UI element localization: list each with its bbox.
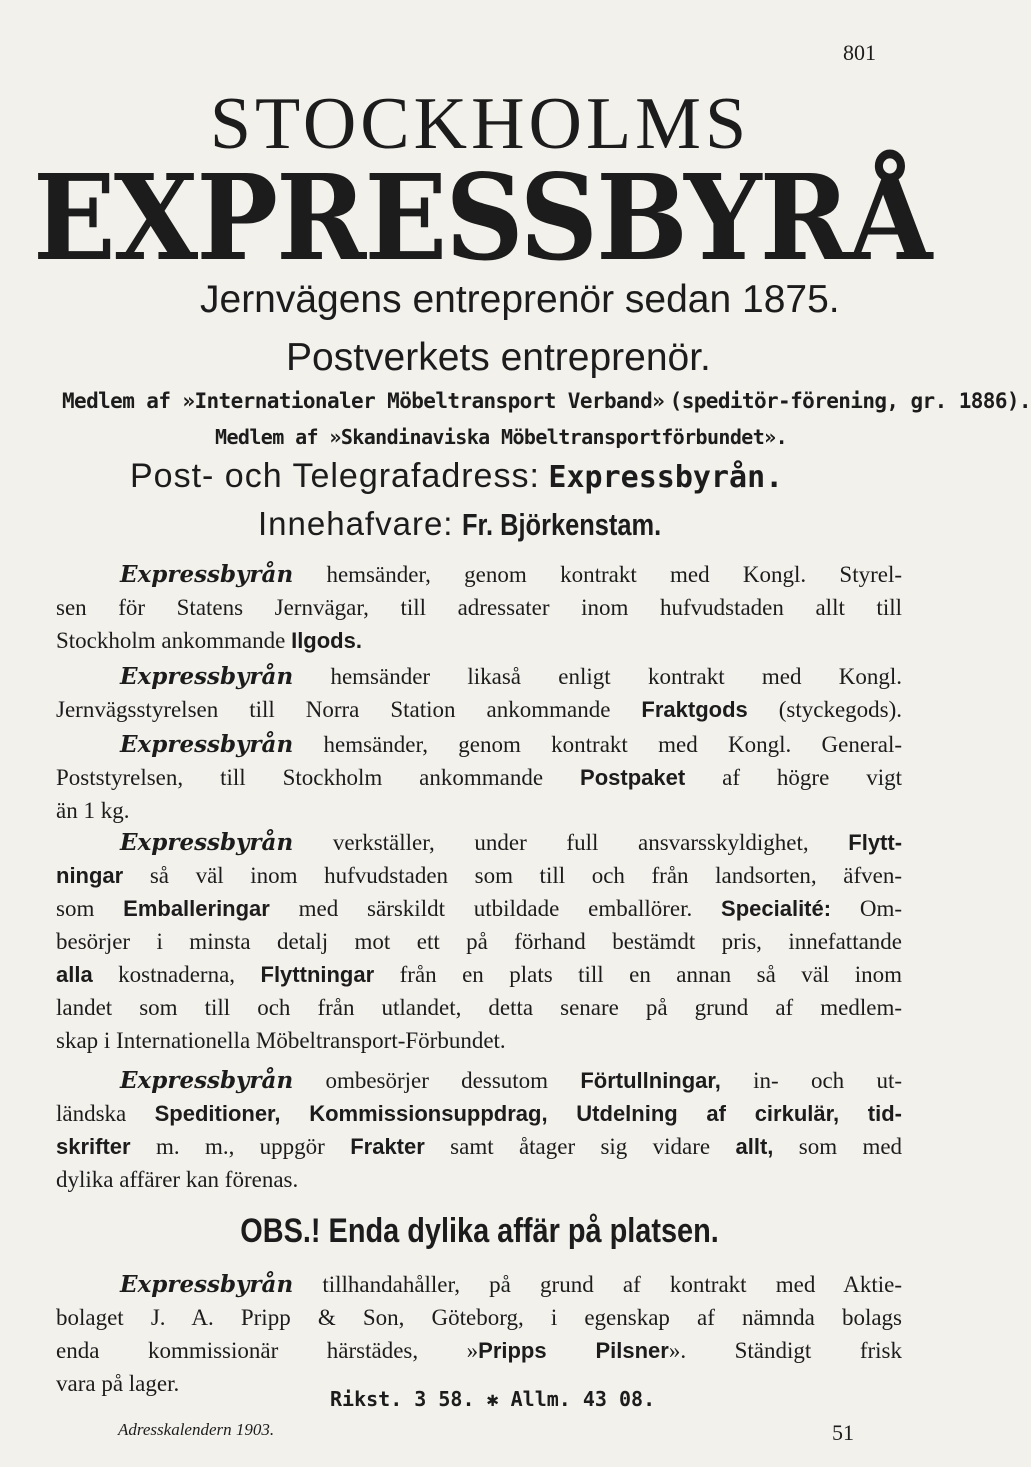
text-line: bolaget J. A. Pripp & Son, Göteborg, i egenskap af nämnda bolags [56,1305,902,1330]
membership-international-note: (speditör-förening, gr. 1886). [669,389,1031,413]
text-span: hemsänder likaså enligt kontrakt med Kongl. [330,664,902,689]
text-span: samt åtager sig vidare [450,1134,711,1159]
owner-label: Innehafvare: [258,505,454,542]
paragraph-pripps [56,1268,902,1400]
text-line [56,1097,902,1130]
paragraph-fortullningar [56,1064,902,1196]
telegraph-address [130,457,783,496]
page-number: 801 [843,40,876,65]
text-span: med särskildt utbildade emballörer. [298,896,693,921]
keyword-emballeringar: Emballeringar [123,896,270,921]
keyword-fortullningar: Förtullningar, [580,1068,721,1093]
brand-name: Expressbyrån [120,1067,294,1094]
sheet-number: 51 [832,1420,854,1445]
text-span: hemsänder, genom kontrakt med Kongl. Styrel- [326,562,902,587]
keyword-frakter: Frakter [350,1134,425,1159]
text-span: ombesörjer dessutom [325,1068,549,1093]
text-span: (styckegods). [778,697,903,722]
text-line [56,558,902,591]
keyword-fraktgods: Fraktgods [641,697,748,722]
text-line: landet som till och från utlandet, detta senare på grund af medlem- [56,995,902,1020]
text-line [56,660,902,693]
text-span: m. m., uppgör [155,1134,325,1159]
keyword-allt: allt, [735,1134,774,1159]
title-expressbyra-text: EXPRESSBYRÅ [33,148,931,287]
owner-name: Fr. Björkenstam. [461,507,661,542]
keyword-flyttningar-2: Flyttningar [260,962,375,987]
paragraph-ilgods [56,558,902,657]
text-line: besörjer i minsta detalj mot ett på förhand bestämdt pris, innefattande [56,929,902,954]
text-line [56,892,902,925]
text-line [56,624,902,657]
text-span: från en plats till en annan så väl inom [399,962,903,987]
text-line: vara på lager. [56,1371,180,1396]
text-span: Stockholm ankommande [56,628,286,653]
membership-skandinavisk-name: Medlem af »Skandinaviska Möbeltransportförbundet». [215,425,788,449]
text-line: dylika affärer kan förenas. [56,1167,299,1192]
paragraph-flyttningar [56,826,902,1057]
brand-name: Expressbyrån [120,1271,294,1298]
text-span: ländska [56,1101,127,1126]
membership-skandinavisk [215,424,787,450]
keyword-specialite: Specialité: [721,896,832,921]
text-line [56,1334,902,1367]
paragraph-postpaket [56,728,902,827]
tagline-postverket: Postverkets entreprenör. [286,336,711,379]
brand-name: Expressbyrån [120,731,294,758]
text-span: så väl inom hufvudstaden som till och från landsorten, äfven- [149,863,902,888]
title-expressbyra [33,148,931,287]
keyword-skrifter: skrifter [56,1134,131,1159]
brand-name: Expressbyrån [120,561,294,588]
telegraph-address-label: Post- och Telegrafadress: [130,457,540,495]
source-note: Adresskalendern 1903. [118,1420,275,1439]
text-line [56,761,902,794]
text-span: hemsänder, genom kontrakt med Kongl. General- [323,732,903,757]
text-span: som [56,896,95,921]
text-line [56,728,902,761]
brand-name: Expressbyrån [120,663,294,690]
keyword-speditioner: Speditioner, Kommissionsuppdrag, Utdelning af cirkulär, tid- [154,1101,902,1126]
owner-line [258,505,705,544]
text-line [56,1130,902,1163]
text-span: Om- [859,896,903,921]
text-span: enda kommissionär härstädes, » [56,1338,479,1363]
text-span: Poststyrelsen, till Stockholm ankommande [56,765,544,790]
text-span: in- och ut- [753,1068,902,1093]
text-line: än 1 kg. [56,798,130,823]
brand-name: Expressbyrån [120,829,294,856]
text-span: ». Ständigt frisk [668,1338,902,1363]
tagline-jernvagen: Jernvägens entreprenör sedan 1875. [200,278,840,321]
keyword-flyttningar: Flytt- [848,830,903,855]
phone-numbers: Rikst. 3 58. ✱ Allm. 43 08. [330,1387,656,1411]
obs-notice [0,1212,960,1251]
membership-international [62,388,1031,414]
telegraph-address-value: Expressbyrån. [548,460,784,495]
obs-notice-text: OBS.! Enda dylika affär på platsen. [240,1212,720,1250]
text-line [56,693,902,726]
keyword-postpaket: Postpaket [580,765,686,790]
membership-international-name: Medlem af »Internationaler Möbeltransport Verband» [62,389,665,413]
keyword-flyttningar-cont: ningar [56,863,124,888]
text-span: verkställer, under full ansvarsskyldighet, [332,830,809,855]
text-line [56,859,902,892]
text-span: som med [798,1134,903,1159]
text-line [56,1064,902,1097]
keyword-ilgods: Ilgods. [291,628,362,653]
text-line [56,826,902,859]
text-span: af högre vigt [722,765,903,790]
keyword-alla: alla [56,962,93,987]
keyword-pripps-pilsner: Pripps Pilsner [478,1338,669,1363]
text-line [56,1268,902,1301]
text-span: tillhandahåller, på grund af kontrakt med Aktie- [322,1272,902,1297]
text-line: skap i Internationella Möbeltransport-Förbundet. [56,1028,506,1053]
title-stockholms: STOCKHOLMS [209,83,751,165]
text-line [56,958,902,991]
text-line: sen för Statens Jernvägar, till adressater inom hufvudstaden allt till [56,595,902,620]
text-span: Jernvägsstyrelsen till Norra Station ankommande [56,697,611,722]
text-span: kostnaderna, [118,962,236,987]
paragraph-fraktgods [56,660,902,726]
